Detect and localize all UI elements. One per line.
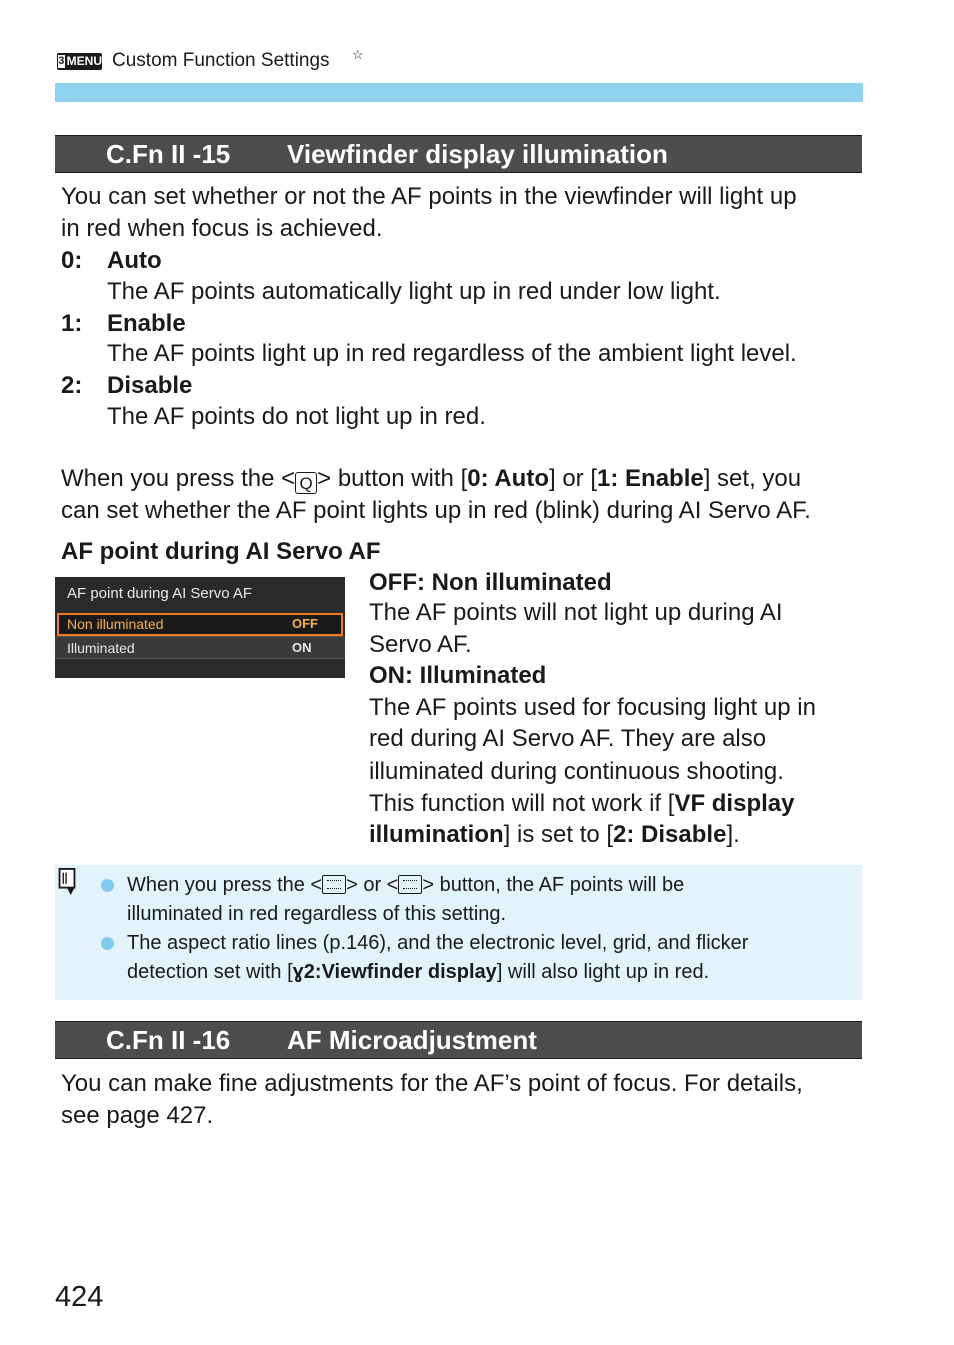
fn15-intro-line2: in red when focus is achieved. <box>61 215 383 242</box>
option-1-name: Enable <box>107 310 186 337</box>
bullet-icon <box>101 879 114 892</box>
off-heading: OFF: Non illuminated <box>369 569 612 596</box>
fn16-title: AF Microadjustment <box>287 1025 537 1055</box>
fn15-title: Viewfinder display illumination <box>287 139 668 169</box>
af-point-button-icon <box>398 875 422 894</box>
option-0-desc: The AF points automatically light up in red under low light. <box>107 278 721 305</box>
note-bullet2-line1: The aspect ratio lines (p.146), and the electronic level, grid, and flicker <box>127 932 749 954</box>
header-color-bar <box>55 83 863 102</box>
screen-row-label: Non illuminated <box>67 616 164 632</box>
note-bullet1-line2: illuminated in red regardless of this setting. <box>127 903 507 925</box>
option-2-name: Disable <box>107 372 193 399</box>
section-label: Custom Function Settings <box>112 50 330 71</box>
on-heading: ON: Illuminated <box>369 662 547 689</box>
press-paragraph-line2: can set whether the AF point lights up in red (blink) during AI Servo AF. <box>61 497 811 524</box>
menu-tab-number: 3 <box>58 55 65 67</box>
fn15-intro-line1: You can set whether or not the AF points in the viewfinder will light up <box>61 183 797 210</box>
screen-row-non-illuminated <box>55 613 345 636</box>
screen-row-value: OFF <box>292 616 318 631</box>
on-desc-line2: red during AI Servo AF. They are also <box>369 725 767 752</box>
bullet-icon <box>101 937 114 950</box>
info-button-icon <box>322 875 346 894</box>
fn16-heading-bar <box>55 1021 862 1059</box>
note-bullet1-line1: When you press the < > or < > button, the AF points will be <box>127 874 685 896</box>
off-desc-line1: The AF points will not light up during AI <box>369 599 783 626</box>
fn15-code: C.Fn II -15 <box>106 139 231 169</box>
menu-tab-icon <box>57 53 102 70</box>
on-desc-line4: This function will not work if [VF display <box>369 790 795 817</box>
screen-row-illuminated <box>55 636 345 659</box>
option-2-number: 2: <box>61 372 83 399</box>
memo-icon <box>58 868 76 896</box>
on-desc-line3: illuminated during continuous shooting. <box>369 758 784 785</box>
servo-heading: AF point during AI Servo AF <box>61 538 381 565</box>
setup-icon: ɣ <box>292 961 304 983</box>
on-desc-line5: illumination] is set to [2: Disable]. <box>369 821 740 848</box>
fn16-line2: see page 427. <box>61 1102 214 1129</box>
fn15-heading-bar <box>55 135 862 173</box>
on-desc-line1: The AF points used for focusing light up in <box>369 694 816 721</box>
note-bullet2-line2: detection set with [ɣ2:Viewfinder display] will also light up in red. <box>127 961 710 983</box>
fn16-code: C.Fn II -16 <box>106 1025 231 1055</box>
screen-title: AF point during AI Servo AF <box>67 585 253 602</box>
star-icon: ☆ <box>352 47 364 62</box>
option-0-name: Auto <box>107 247 162 274</box>
fn16-line1: You can make fine adjustments for the AF’s point of focus. For details, <box>61 1070 803 1097</box>
option-2-desc: The AF points do not light up in red. <box>107 403 486 430</box>
option-1-desc: The AF points light up in red regardless of the ambient light level. <box>107 340 797 367</box>
off-desc-line2: Servo AF. <box>369 631 472 658</box>
option-1-number: 1: <box>61 310 83 337</box>
q-button-icon: Q <box>295 472 317 494</box>
menu-tab-label: MENU <box>66 54 102 68</box>
option-0-number: 0: <box>61 247 83 274</box>
screen-row-value: ON <box>292 640 312 655</box>
press-paragraph-line1: When you press the < Q > button with [0: Auto] or [1: Enable] set, you <box>61 465 802 493</box>
page-number: 424 <box>55 1281 104 1313</box>
screen-row-label: Illuminated <box>67 640 135 656</box>
